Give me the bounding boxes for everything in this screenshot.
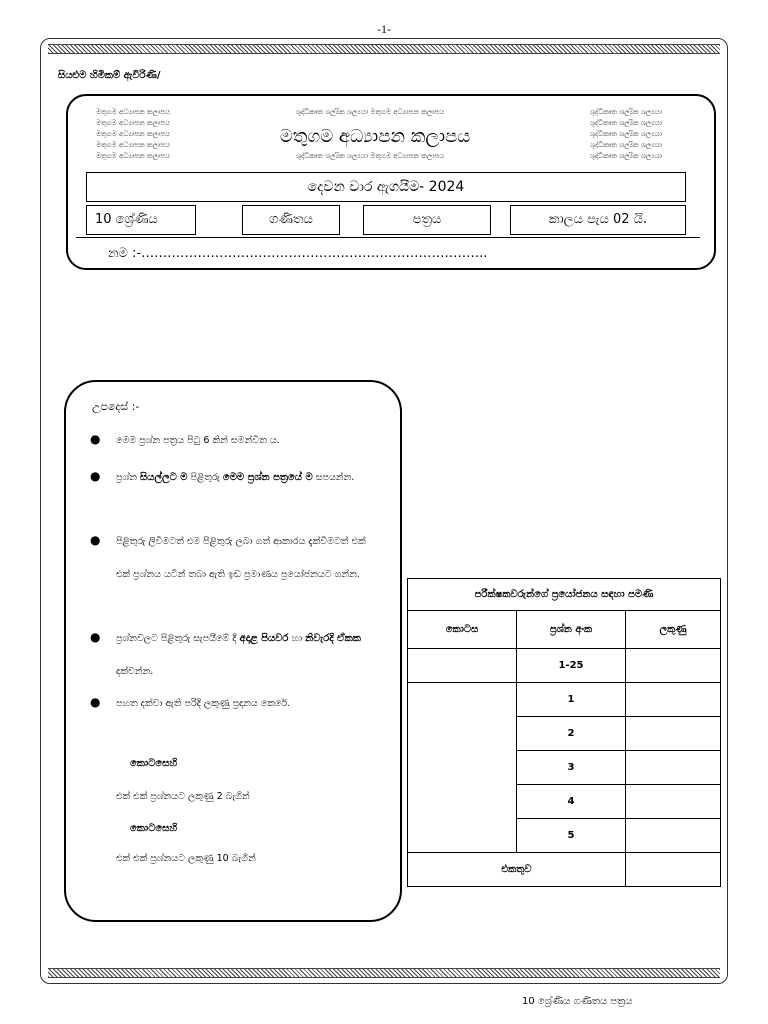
bullet-icon: ● xyxy=(90,533,101,547)
paper-cell: පත්‍රය xyxy=(363,205,491,235)
page-number: -1- xyxy=(377,22,391,36)
instruction-5: පහත දක්වා ඇති පරිදි ලකුණු ප්‍රදානය කෙරේ. xyxy=(116,698,291,709)
instruction-1: මෙම ප්‍රශ්න පත්‍රය පිටු 6 කින් සමන්විත ය. xyxy=(116,435,280,446)
bullet-icon: ● xyxy=(90,469,101,483)
bullet-icon: ● xyxy=(90,695,101,709)
watermark-mid-bottom: ශුද්ධිකෘත ශල්‍යික ශල්‍යයා මතුගම අධ්‍යාපන කලාපය xyxy=(296,152,445,160)
question-no-cell: 5 xyxy=(517,819,626,853)
instruction-4: ප්‍රශ්නවලට පිළිතුරු සැපයීමේ දී අදාළ පියවර හා නිවැරදි ඒකක දක්වන්න. xyxy=(116,633,361,677)
part2-text: එක් එක් ප්‍රශ්නයට ලකුණු 10 බැගින් xyxy=(116,853,256,864)
marks-cell xyxy=(626,785,721,819)
marks-cell xyxy=(626,717,721,751)
header-marks: ලකුණු xyxy=(626,611,721,649)
part-cell xyxy=(408,649,517,683)
bullet-icon: ● xyxy=(90,630,101,644)
page-footer: 10 ශ්‍රේණිය ගණිතය පත්‍රය xyxy=(522,996,633,1007)
part-cell xyxy=(408,683,517,853)
subject-cell: ගණිතය xyxy=(242,205,340,235)
top-border-pattern xyxy=(48,44,720,54)
grade-cell: 10 ශ්‍රේණිය xyxy=(86,205,196,235)
watermark-right: ශුද්ධිකෘත ශල්‍යික ශල්‍යයා ශුද්ධිකෘත ශල්‍යික ශල්‍යයා ශුද්ධිකෘත ශල්‍යික ශල්‍යයා ශුද්ධිකෘත ශල්‍යික ශල්‍යයා ශුද්ධිකෘත ශල්‍යික ශල්‍යයා xyxy=(590,108,663,160)
bottom-border-pattern xyxy=(48,968,720,978)
name-line: නම :-…………………………………………………………………….. xyxy=(108,246,488,261)
marks-cell xyxy=(626,819,721,853)
question-no-cell: 3 xyxy=(517,751,626,785)
marks-table xyxy=(407,578,721,887)
instructions-title: උපදෙස් :- xyxy=(92,400,140,413)
marks-cell xyxy=(626,649,721,683)
bullet-icon: ● xyxy=(90,432,101,446)
marks-cell xyxy=(626,683,721,717)
part1-text: එක් එක් ප්‍රශ්නයට ලකුණු 2 බැගින් xyxy=(116,791,250,802)
total-marks-cell xyxy=(626,853,721,887)
part1-title: කොටසෙහි xyxy=(130,758,178,769)
question-no-cell: 1 xyxy=(517,683,626,717)
exam-title: දෙවන වාර ඇගයීම- 2024 xyxy=(86,172,686,202)
instruction-2: ප්‍රශ්න සියල්ලට ම පිළිතුරු මෙම ප්‍රශ්න පත්‍රයේ ම සපයන්න. xyxy=(116,472,355,483)
header-part: කොටස xyxy=(408,611,517,649)
time-cell: කාලය පැය 02 යි. xyxy=(510,205,686,235)
header-divider xyxy=(76,237,700,238)
header-question-no: ප්‍රශ්න අංක xyxy=(517,611,626,649)
marks-table-title: පරීක්ෂකවරුන්ගේ ප්‍රයෝජනය සඳහා පමණි xyxy=(408,579,721,611)
question-no-cell: 1-25 xyxy=(517,649,626,683)
question-no-cell: 2 xyxy=(517,717,626,751)
total-label: එකතුව xyxy=(408,853,626,887)
instruction-3: පිළිතුරු ලිවීමටත් එම පිළිතුරු ලබා ගත් ආකාරය දැක්වීමටත් එක් එක් ප්‍රශ්නය යටින් තබා ඇති ඉඩ ප්‍රමාණය ප්‍රයෝජනයට ගන්න. xyxy=(116,536,366,580)
marks-cell xyxy=(626,751,721,785)
copyright-notice: සියළුම හිමිකම් ඇවිරිණි/ xyxy=(58,70,161,81)
watermark-left: මතුගම අධ්‍යාපන කලාපය මතුගම අධ්‍යාපන කලාපය මතුගම අධ්‍යාපන කලාපය මතුගම අධ්‍යාපන කලාපය මතුගම අධ්‍යාපන කලාපය xyxy=(96,108,171,160)
zone-title: මතුගම අධ්‍යාපන කලාපය xyxy=(279,126,471,147)
watermark-mid-top: ශුද්ධිකෘත ශල්‍යික ශල්‍යයා මතුගම අධ්‍යාපන කලාපය xyxy=(296,108,445,116)
question-no-cell: 4 xyxy=(517,785,626,819)
part2-title: කොටසෙහි xyxy=(130,823,178,834)
